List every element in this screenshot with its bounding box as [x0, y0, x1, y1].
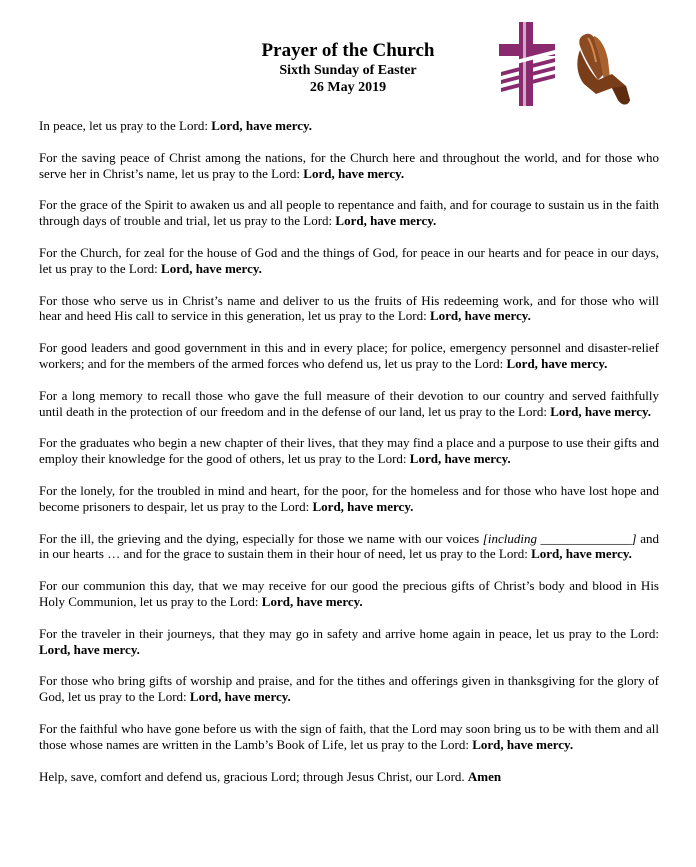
prayer-petition: For the lonely, for the troubled in mind and heart, for the poor, for the homeless and for those who have lost hope and become prisoners to despair, let us pray to the Lord: Lord, have mercy.	[39, 482, 659, 514]
prayer-petition: For the Church, for zeal for the house of God and the things of God, for peace in our hearts and for peace in our days, let us pray to the Lord: Lord, have mercy.	[39, 244, 659, 276]
name-blank: [including ______________]	[482, 530, 637, 546]
prayer-petition: In peace, let us pray to the Lord: Lord, have mercy.	[39, 118, 313, 133]
cross-logo-icon	[497, 20, 559, 108]
prayer-petition: For our communion this day, that we may receive for our good the precious gifts of Christ’s body and blood in His Holy Communion, let us pray to the Lord: Lord, have mercy.	[39, 578, 659, 609]
response: Lord, have mercy.	[409, 451, 511, 467]
response: Lord, have mercy.	[161, 260, 262, 276]
response: Lord, have mercy.	[531, 546, 632, 562]
prayer-petition: For the traveler in their journeys, that they may go in safety and arrive home again in peace, let us pray to the Lord: Lord, have mercy.	[39, 625, 659, 657]
prayer-petition: For a long memory to recall those who gave the full measure of their devotion to our country and served faithfully until death in the protection of our freedom and in the defense of our land, let us pray to the Lord: Lord, have mercy.	[39, 387, 659, 419]
prayer-petition: For the ill, the grieving and the dying, especially for those we name with our voices [including ______________] and in our hearts … and for the grace to sustain them in their hour of need, let us pray to the Lord: Lord, have mercy.	[39, 530, 659, 562]
prayer-petition: For those who bring gifts of worship and praise, and for the tithes and offerings given in thanksgiving for the glory of God, let us pray to the Lord: Lord, have mercy.	[39, 673, 659, 705]
prayer-closing: Help, save, comfort and defend us, gracious Lord; through Jesus Christ, our Lord. Amen	[39, 768, 502, 784]
page-date: 26 May 2019	[309, 80, 387, 95]
response: Lord, have mercy.	[335, 213, 437, 229]
praying-hands-icon	[568, 30, 634, 110]
response: Lord, have mercy.	[429, 308, 531, 324]
prayer-petition: For those who serve us in Christ’s name and deliver to us the fruits of His redeeming work, and for those who will hear and heed His call to service in this generation, let us pray to the Lord: Lord, have mercy.	[39, 292, 659, 324]
response: Lord, have mercy.	[39, 641, 140, 657]
response: Lord, have mercy.	[261, 593, 363, 609]
response: Lord, have mercy.	[303, 165, 405, 181]
response: Lord, have mercy.	[211, 118, 313, 133]
page-subtitle: Sixth Sunday of Easter	[279, 63, 417, 78]
prayer-petition: For the graduates who begin a new chapter of their lives, that they may find a place and a purpose to use their gifts and employ their knowledge for the good of others, let us pray to the Lord: Lord, have mercy.	[39, 435, 659, 467]
amen: Amen	[467, 768, 502, 784]
response: Lord, have mercy.	[189, 689, 291, 705]
prayer-petition: For the saving peace of Christ among the nations, for the Church here and throughout the world, and for those who serve her in Christ’s name, let us pray to the Lord: Lord, have mercy.	[39, 149, 659, 181]
response: Lord, have mercy.	[550, 403, 652, 419]
prayer-petition: For the grace of the Spirit to awaken us and all people to repentance and faith, and for courage to sustain us in the faith through days of trouble and trial, let us pray to the Lord: Lord, have mercy.	[39, 197, 659, 229]
prayer-petition: For the faithful who have gone before us with the sign of faith, that the Lord may soon bring us to be with them and all those whose names are written in the Lamb’s Book of Life, let us pray to the Lord: Lord, have mercy.	[39, 720, 659, 752]
response: Lord, have mercy.	[472, 736, 574, 752]
prayer-petition: For good leaders and good government in this and in every place; for police, emergency personnel and disaster-relief workers; and for the members of the armed forces who defend us, let us pray to the Lord: Lord, have mercy.	[39, 340, 659, 371]
page-title: Prayer of the Church	[261, 40, 435, 61]
response: Lord, have mercy.	[312, 498, 414, 514]
response: Lord, have mercy.	[506, 355, 608, 371]
prayer-list	[39, 118, 659, 800]
